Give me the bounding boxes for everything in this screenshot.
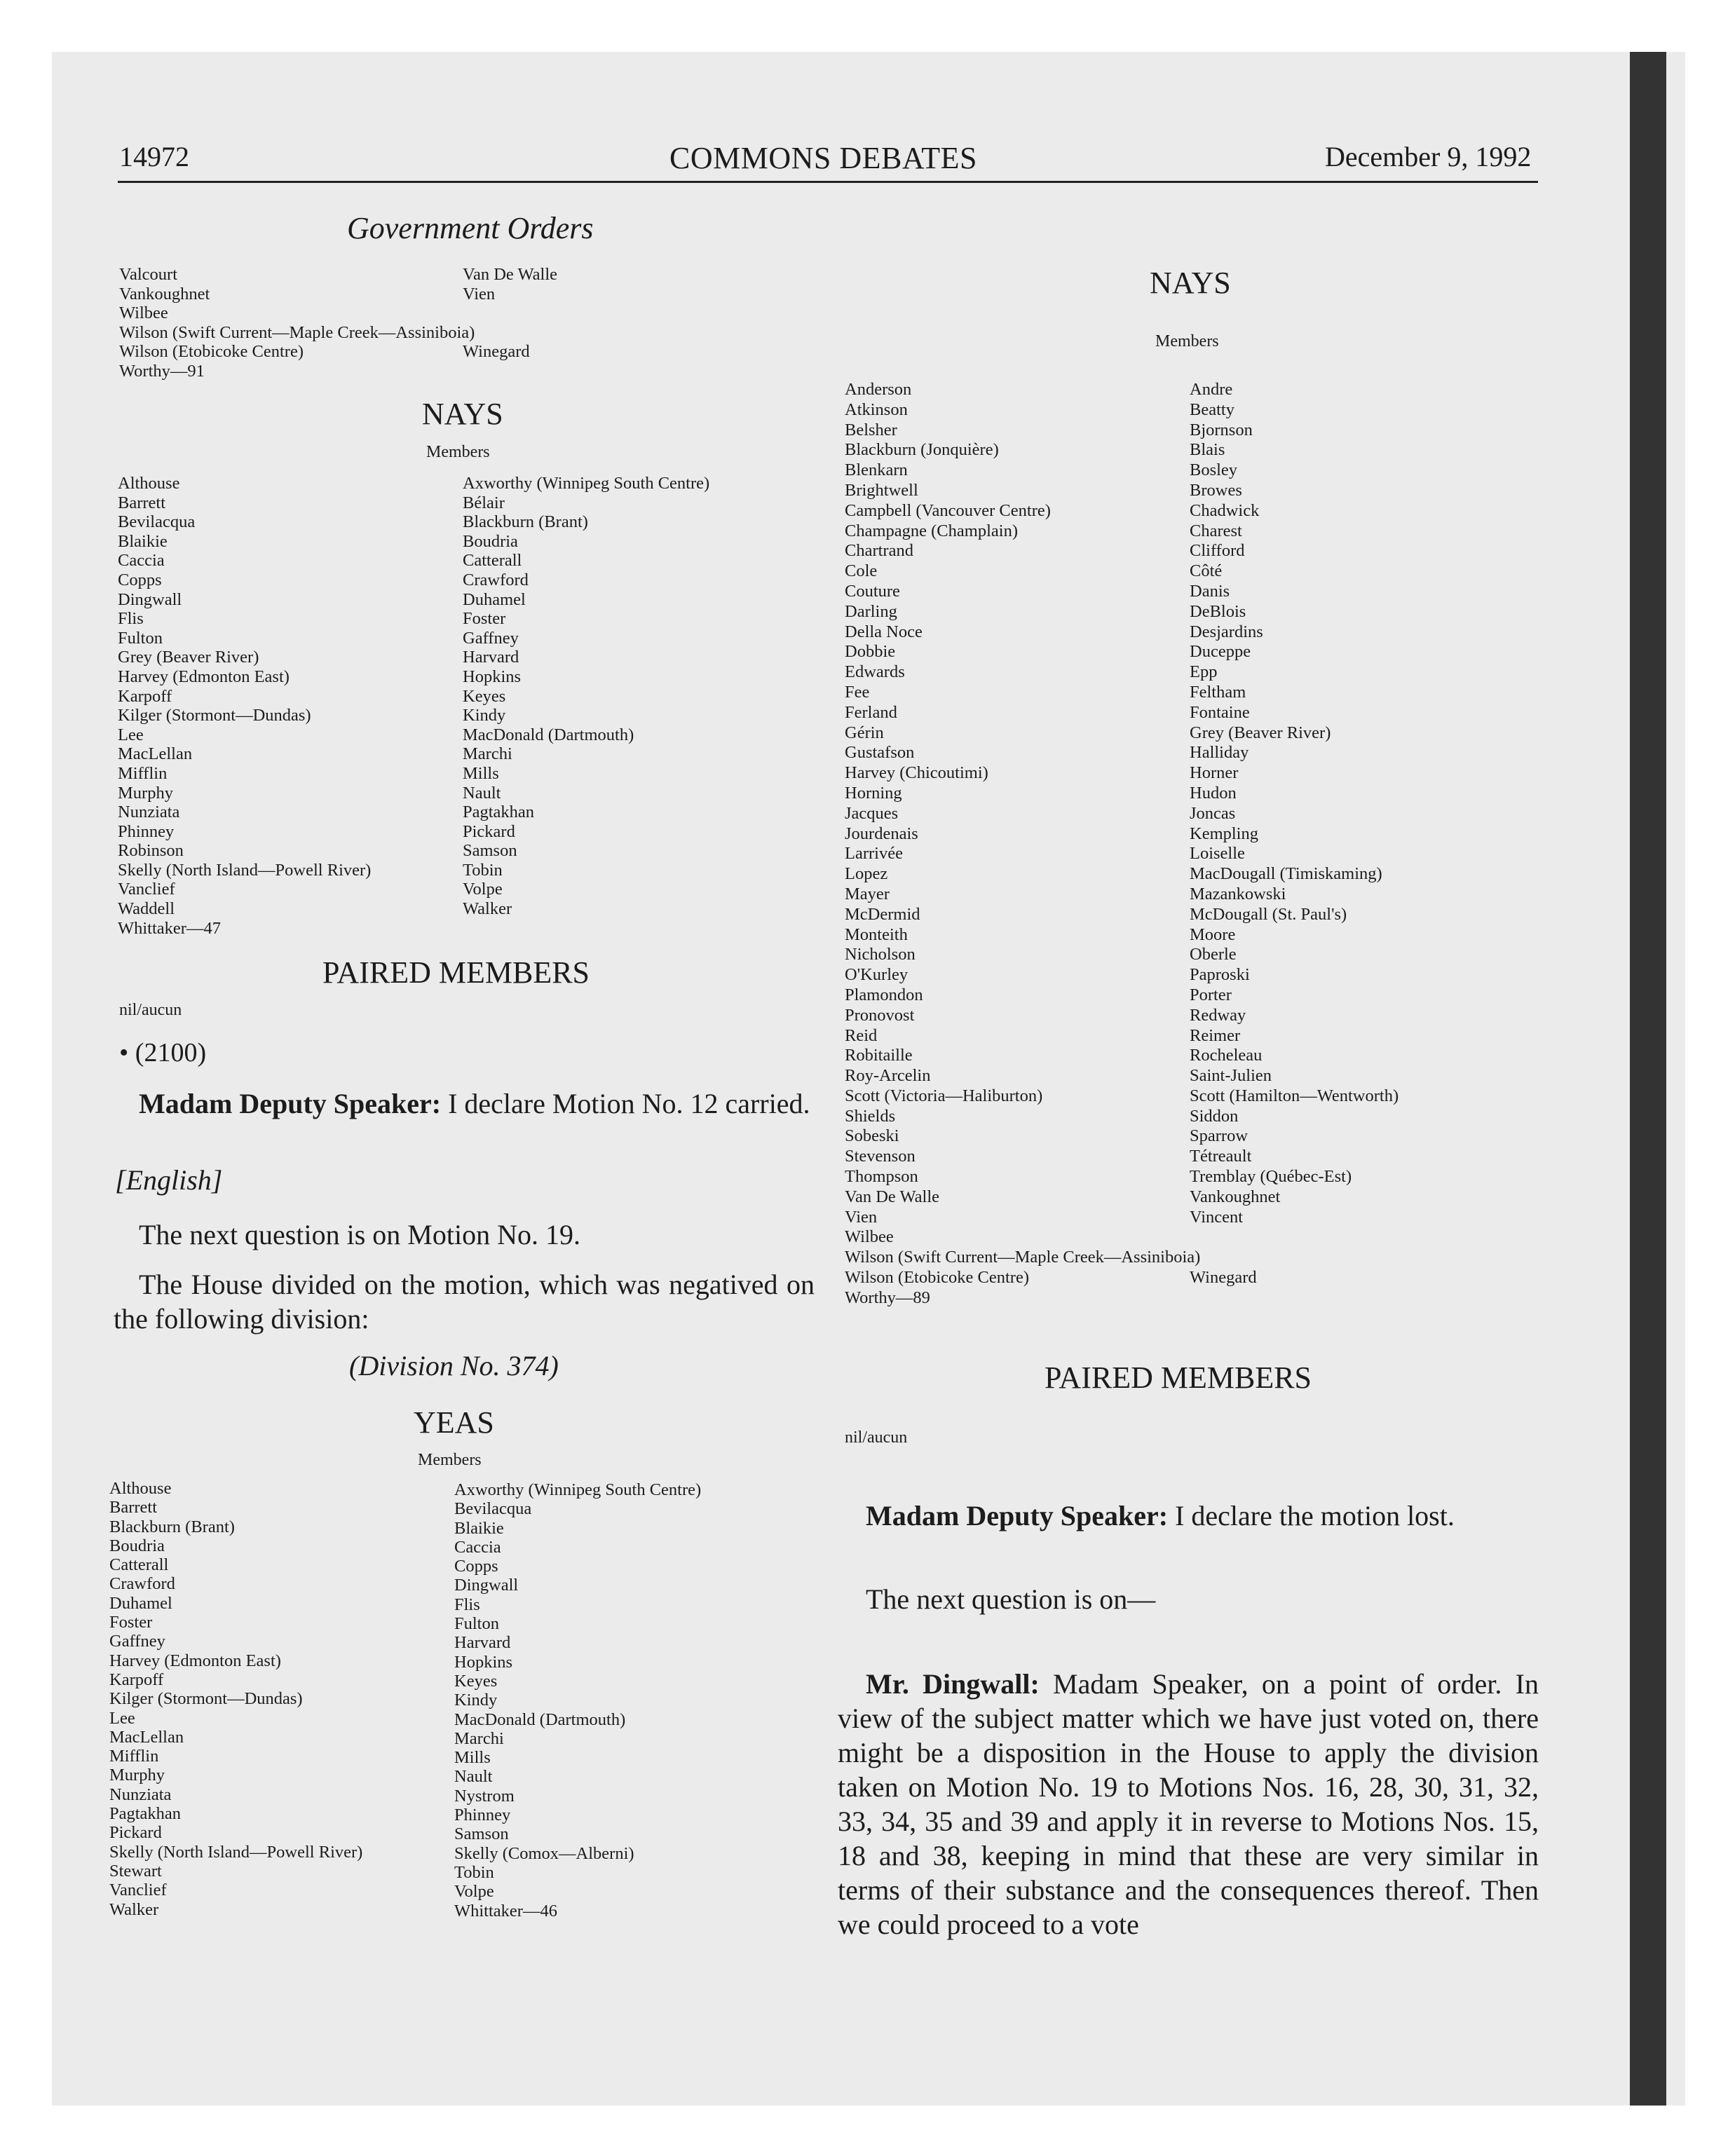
member-name: Nicholson [845,945,916,964]
member-name: Rocheleau [1190,1046,1263,1065]
member-name: Fee [845,682,870,702]
member-name: Vien [845,1207,878,1227]
member-name: Mills [454,1748,491,1768]
speaker-name: Mr. Dingwall: [866,1668,1040,1700]
member-name: Blenkarn [845,460,908,480]
member-name: Lopez [845,864,888,884]
member-name: Blackburn (Brant) [109,1517,235,1536]
member-name: Murphy [109,1766,165,1785]
member-name: Lee [118,725,144,744]
member-name: Mazankowski [1190,884,1286,903]
member-name: Desjardins [1190,622,1263,641]
member-name: Fulton [118,628,163,648]
member-name: Vien [463,284,496,303]
paired-members-heading: PAIRED MEMBERS [322,955,590,990]
member-name: Couture [845,581,900,601]
member-name: Samson [463,841,517,861]
member-name: Charest [1190,521,1242,540]
member-name: Wilbee [119,303,168,323]
member-name: Samson [454,1824,509,1844]
member-name: Bosley [1190,460,1238,480]
member-name: Mifflin [109,1747,159,1766]
member-name [463,323,557,343]
member-name: Duhamel [109,1593,172,1613]
member-name: Axworthy (Winnipeg South Centre) [454,1480,702,1499]
member-name: Gérin [845,723,884,742]
member-name: McDermid [845,904,920,924]
speaker-statement-2 [866,1499,1455,1533]
member-name: Van De Walle [845,1187,940,1206]
member-name: Kempling [1190,824,1258,843]
member-name: Nystrom [454,1786,515,1806]
member-name: Bevilacqua [118,512,196,532]
member-name: Wilson (Swift Current—Maple Creek—Assiniboia) [845,1248,1201,1267]
member-name: Dobbie [845,642,896,662]
member-name: Browes [1190,480,1242,500]
member-name: Robitaille [845,1046,913,1065]
member-name: Larrivée [845,844,903,864]
member-name: Redway [1190,1005,1246,1025]
member-name: Tétreault [1190,1147,1252,1166]
member-name: Duceppe [1190,642,1251,662]
member-name: Côté [1190,561,1223,581]
member-name: Sobeski [845,1126,899,1146]
member-name: McDougall (St. Paul's) [1190,904,1347,924]
member-name: Campbell (Vancouver Centre) [845,500,1051,520]
member-name: Scott (Victoria—Haliburton) [845,1086,1043,1105]
speaker-name: Madam Deputy Speaker: [139,1088,442,1119]
member-name: Thompson [845,1167,918,1187]
member-name: Fulton [454,1614,499,1634]
member-name: Axworthy (Winnipeg South Centre) [463,474,710,493]
page-number: 14972 [119,141,189,172]
nays-left-list-right [845,380,1200,1309]
member-name: Lee [109,1708,135,1728]
member-name: Van De Walle [463,265,558,284]
member-name: Pronovost [845,1005,915,1025]
member-name: Murphy [118,783,173,803]
member-name: Andre [1190,380,1233,399]
member-name: Cole [845,561,878,581]
member-name: Scott (Hamilton—Wentworth) [1190,1086,1399,1105]
member-name: Phinney [118,821,175,841]
member-name: Jourdenais [845,824,918,843]
member-name: Keyes [463,686,506,706]
member-name: Kindy [454,1691,498,1710]
member-name: Darling [845,601,897,621]
statement-text: I declare the motion lost. [1168,1500,1455,1531]
member-name: Paproski [1190,965,1250,985]
member-name: Tobin [454,1862,494,1882]
speaker-statement-3 [838,1667,1539,1942]
member-name: Stevenson [845,1147,916,1166]
member-name: Vankoughnet [1190,1187,1281,1206]
member-name: Wilson (Swift Current—Maple Creek—Assiniboia) [119,322,475,342]
member-name: Horner [1190,763,1239,783]
member-name: Oberle [1190,945,1237,964]
member-name: Hopkins [454,1652,513,1672]
member-name: Clifford [1190,541,1245,561]
member-name: Karpoff [109,1670,164,1689]
member-name: Joncas [1190,803,1236,823]
member-name: Whittaker—46 [454,1901,557,1920]
member-name: Skelly (North Island—Powell River) [109,1842,363,1862]
member-name: Horning [845,783,902,803]
member-name: Dingwall [118,589,182,609]
member-name: Blaikie [118,531,168,551]
member-name: Shields [845,1106,896,1126]
member-name: Foster [109,1613,153,1632]
member-name: Crawford [109,1574,175,1594]
member-name: DeBlois [1190,601,1246,621]
next-question-text-right: The next question is on— [866,1583,1156,1615]
member-name: Atkinson [845,400,908,419]
member-name: Walker [463,899,512,919]
member-name: Kindy [463,706,506,725]
member-name: Vincent [1190,1207,1244,1227]
language-tag: [English] [115,1164,223,1196]
member-name: Valcourt [119,265,177,284]
member-name: Loiselle [1190,844,1245,864]
yeas-members-label: Members [418,1451,482,1469]
member-name: Caccia [454,1537,501,1557]
member-name: Nunziata [109,1785,172,1804]
member-name: Brightwell [845,480,918,500]
member-name: Flis [118,609,144,629]
member-name: Waddell [118,899,175,919]
member-name: Barrett [118,493,166,512]
member-name: Harvard [454,1633,511,1653]
paired-members-value: nil/aucun [119,1001,182,1019]
member-name [1190,1227,1399,1248]
member-name: Chartrand [845,541,913,561]
member-name: MacLellan [118,744,193,764]
member-name: Volpe [454,1882,494,1902]
member-name: Blaikie [454,1518,504,1538]
member-name: Grey (Beaver River) [118,648,259,667]
member-name: Wilson (Etobicoke Centre) [845,1268,1029,1288]
nays-right-list [463,474,709,919]
member-name: Feltham [1190,682,1246,702]
member-name: Pagtakhan [109,1804,182,1824]
member-name: Grey (Beaver River) [1190,723,1331,742]
member-name: Vanclief [109,1881,167,1900]
member-name: Champagne (Champlain) [845,521,1018,540]
member-name: Wilson (Etobicoke Centre) [119,342,304,362]
member-name: Epp [1190,662,1218,682]
member-name: Harvey (Edmonton East) [109,1651,281,1670]
paired-members-heading-right: PAIRED MEMBERS [1045,1360,1312,1395]
member-name: Reimer [1190,1025,1241,1045]
next-question-text: The next question is on Motion No. 19. [139,1219,580,1250]
member-name: Plamondon [845,985,923,1004]
member-name: Volpe [463,880,503,899]
nays-heading: NAYS [422,397,503,431]
member-name: Nault [454,1767,493,1787]
member-name: Hudon [1190,783,1237,803]
member-name: Worthy—91 [119,361,205,381]
member-name: Blackburn (Brant) [463,512,588,532]
division-description: The House divided on the motion, which was negatived on the following division: [114,1269,815,1335]
member-name: Moore [1190,925,1236,944]
member-name [1190,1248,1399,1268]
member-name: Robinson [118,841,184,861]
member-name: Althouse [118,474,180,493]
speaker-statement-1 [114,1086,815,1121]
yeas-continued-right-list [463,265,557,362]
member-name: Saint-Julien [1190,1066,1272,1086]
member-name: Nault [463,783,501,803]
member-name: MacDougall (Timiskaming) [1190,864,1382,884]
member-name: Edwards [845,662,905,682]
member-name: Wilbee [845,1227,894,1247]
member-name: Roy-Arcelin [845,1066,931,1086]
member-name: Caccia [118,551,165,571]
member-name: Ferland [845,702,897,722]
member-name: Bélair [463,493,505,512]
member-name: O'Kurley [845,965,909,985]
member-name: Kilger (Stormont—Dundas) [118,706,311,725]
member-name: Gaffney [109,1632,165,1651]
member-name: Boudria [109,1536,165,1555]
member-name: Skelly (North Island—Powell River) [118,860,372,880]
member-name: Keyes [454,1671,498,1691]
member-name: Siddon [1190,1106,1239,1126]
member-name: Harvey (Chicoutimi) [845,763,988,783]
member-name: Dingwall [454,1576,519,1595]
yeas-heading: YEAS [414,1405,494,1440]
member-name: Copps [454,1557,498,1576]
member-name: Pickard [109,1823,162,1843]
nays-members-label: Members [426,443,490,461]
member-name: Kilger (Stormont—Dundas) [109,1689,303,1709]
member-name: Stewart [109,1861,162,1881]
section-heading: Government Orders [347,211,594,245]
member-name: Foster [463,609,506,629]
member-name: Fontaine [1190,702,1250,722]
publication-date: December 9, 1992 [1325,141,1532,172]
member-name: Boudria [463,531,518,551]
yeas-left-list [109,1479,362,1919]
member-name: Vankoughnet [119,284,210,303]
member-name: Skelly (Comox—Alberni) [454,1843,634,1863]
member-name: Chadwick [1190,500,1260,520]
publication-title: COMMONS DEBATES [669,141,978,175]
member-name [463,303,557,323]
nays-right-list-right [1190,380,1399,1288]
member-name: Gaffney [463,628,519,648]
member-name: Harvard [463,648,519,667]
member-name: Hopkins [463,667,522,686]
member-name: Whittaker—47 [118,918,221,938]
member-name: Danis [1190,581,1230,601]
yeas-right-list [454,1480,701,1920]
member-name: Pickard [463,821,515,841]
statement-text: Madam Speaker, on a point of order. In view of the subject matter which we have just voted on, there might be a disposition in the House to apply the division taken on Motion No. 19 to Motions Nos. 16, 28, 30, 31, 32, 33, 34, 35 and 39 and apply it in reverse to Motions Nos. 15, 18 and 38, keeping in mind that these are very similar in terms of their substance and the consequences thereof. Then we could proceed to a vote [838,1668,1539,1940]
member-name: Sparrow [1190,1126,1248,1146]
member-name: Karpoff [118,686,172,706]
member-name: Jacques [845,803,899,823]
member-name: Worthy—89 [845,1288,930,1307]
member-name: Crawford [463,570,529,589]
member-name: Catterall [463,551,522,571]
member-name: Mills [463,763,499,783]
member-name: Mayer [845,884,890,903]
member-name: Vanclief [118,880,175,899]
member-name: MacDonald (Dartmouth) [454,1710,626,1729]
paired-members-value-right: nil/aucun [845,1428,908,1447]
division-number: (Division No. 374) [349,1350,559,1381]
member-name: Marchi [463,744,512,764]
member-name: Beatty [1190,400,1234,419]
statement-text: I declare Motion No. 12 carried. [441,1088,810,1119]
member-name: Duhamel [463,589,526,609]
member-name: Porter [1190,985,1232,1004]
member-name: Reid [845,1025,878,1045]
member-name: Bevilacqua [454,1499,532,1519]
member-name: Catterall [109,1555,169,1575]
member-name: Walker [109,1899,159,1919]
member-name: Belsher [845,420,897,439]
member-name: Althouse [109,1479,172,1498]
member-name: Flis [454,1595,480,1614]
nays-left-list [118,474,371,938]
nays-members-label-right: Members [1155,332,1219,350]
member-name: Mifflin [118,763,168,783]
member-name: Winegard [463,342,530,362]
speaker-name: Madam Deputy Speaker: [866,1500,1169,1531]
member-name: Nunziata [118,803,180,822]
member-name: Halliday [1190,743,1249,763]
member-name: Harvey (Edmonton East) [118,667,290,686]
member-name: Gustafson [845,743,915,763]
member-name: Anderson [845,380,912,399]
member-name: MacLellan [109,1727,184,1747]
header-rule [118,181,1538,183]
member-name: Blackburn (Jonquière) [845,440,999,460]
member-name: MacDonald (Dartmouth) [463,725,634,744]
member-name: Della Noce [845,622,923,641]
member-name: Phinney [454,1806,511,1825]
member-name: Pagtakhan [463,803,535,822]
member-name: Winegard [1190,1268,1257,1288]
member-name: Copps [118,570,162,589]
member-name: Tremblay (Québec-Est) [1190,1167,1352,1187]
member-name: Marchi [454,1728,504,1748]
member-name: Barrett [109,1498,158,1517]
member-name: Tobin [463,860,503,880]
scan-edge-bar [1630,52,1666,2106]
yeas-continued-left-list [119,265,475,381]
member-name: Blais [1190,440,1225,460]
time-marker: • (2100) [119,1038,207,1067]
member-name: Monteith [845,925,908,944]
member-name: Bjornson [1190,420,1253,439]
nays-heading-right: NAYS [1150,266,1231,300]
